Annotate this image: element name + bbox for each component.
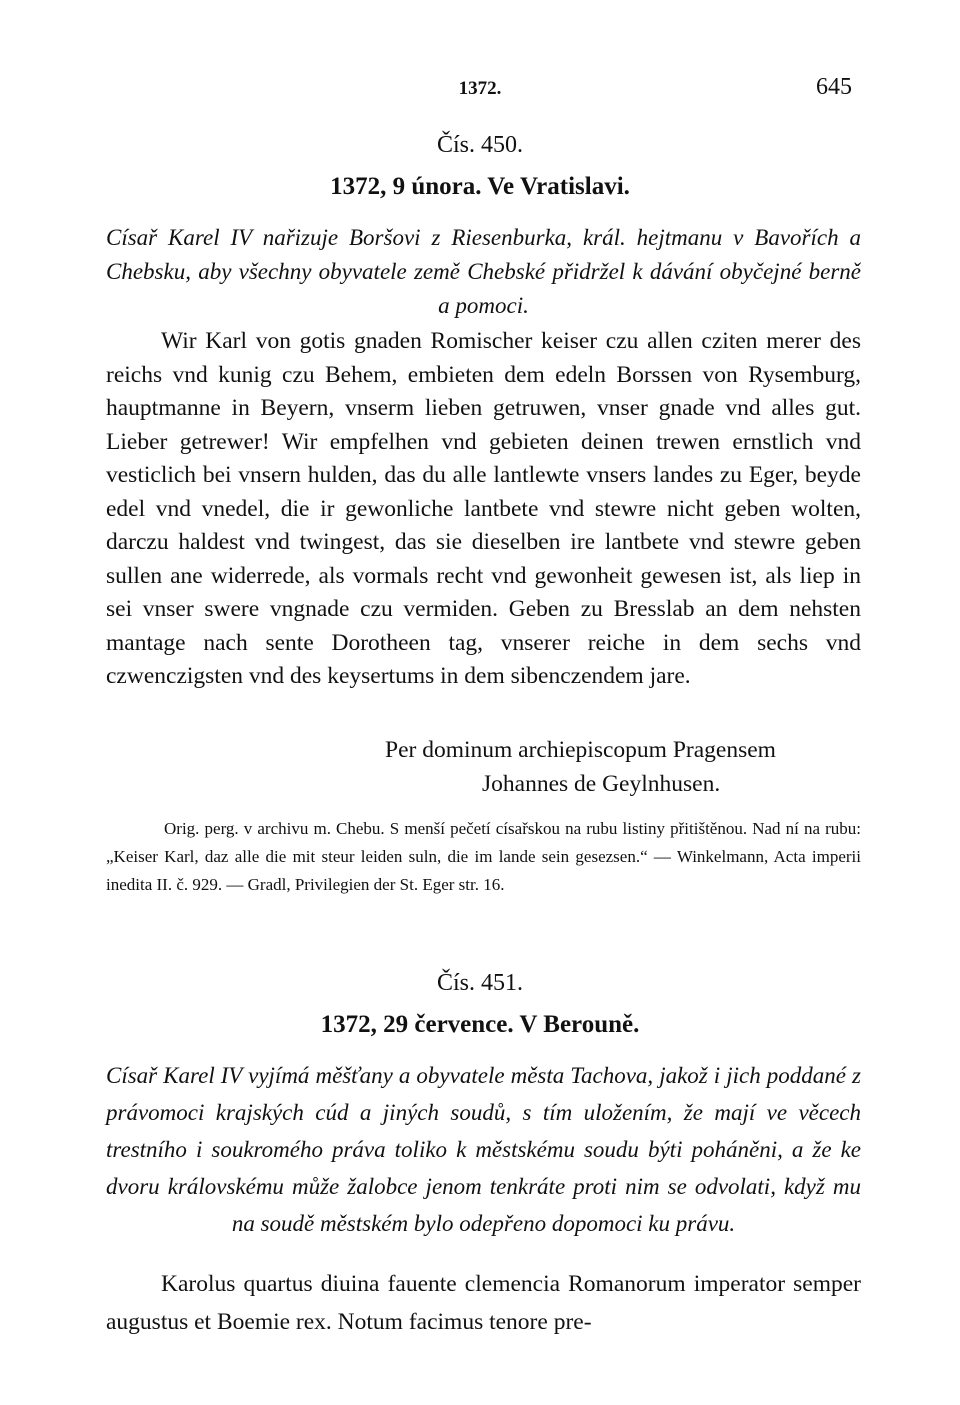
document-number: Čís. 450. (436, 132, 523, 158)
signature-line: Per dominum archiepiscopum Pragensem (385, 737, 776, 763)
regest-summary: Císař Karel IV nařizuje Boršovi z Riesenburka, král. hejtmanu v Bavořích a Chebsku, aby všechny obyvatele země Chebské přidržel k dávání obyčejné berně a pomoci. (106, 225, 861, 318)
regest-summary: Císař Karel IV vyjímá měšťany a obyvatele města Tachova, jakož i jich poddané z právomoci krajských cúd a jiných soudů, s tím uložením, že mají ve věcech trestního i soukromého práva toliko k městskému soudu býti poháněni, a že ke dvoru královskému může žalobce jenom tenkráte proti nim se odvolati, když mu na soudě městském bylo odepřeno dopomoci ku právu. (106, 1063, 861, 1236)
document-date-place: 1372, 9 února. Ve Vratislavi. (330, 173, 630, 200)
archival-note: Orig. perg. v archivu m. Chebu. S menší pečetí císařskou na rubu listiny přitištěnou. Nad ní na rubu: „Keiser Karl, daz alle die mit steur leiden suln, die im lande sein gesezsen.“ — Winkelmann, Acta imperii inedita II. č. 929. — Gradl, Privilegien der St. Eger str. 16. (106, 819, 861, 894)
document-number: Čís. 451. (436, 970, 523, 996)
page-number: 645 (816, 74, 852, 100)
document-date-place: 1372, 29 července. V Berouně. (320, 1011, 640, 1038)
running-header-year: 1372. (458, 78, 502, 99)
signature-name: Johannes de Geylnhusen. (482, 771, 721, 797)
charter-text: Karolus quartus diuina fauente clemencia Romanorum imperator semper augustus et Boemie rex. Notum facimus tenore pre- (106, 1271, 861, 1335)
charter-text: Wir Karl von gotis gnaden Romischer keiser czu allen cziten merer des reichs vnd kunig czu Behem, embieten dem edeln Borssen von Rysemburg, hauptmanne in Beyern, vnserm lieben getruwen, vnser gnade vnd alles gut. Lieber getrewer! Wir empfelhen vnd gebieten deinen trewen ernstlich vnd vesticlich bei vnsern hulden, das du alle lantlewte vnsers landes zu Eger, beyde edel vnd vnedel, die ir gewonliche lantbete vnd stewre nicht geben wolten, darczu haldest vnd twingest, das sie dieselben ire lantbete vnd stewre geben sullen ane widerrede, als vormals recht vnd gewonheit gewesen ist, als liep in sei vnser swere vngnade czu vermiden. Geben zu Bresslab an dem nehsten mantage nach sente Dorotheen tag, vnserer reiche in dem sechs vnd czwenczigsten vnd des keysertums in dem sibenczendem jare. (106, 328, 861, 689)
